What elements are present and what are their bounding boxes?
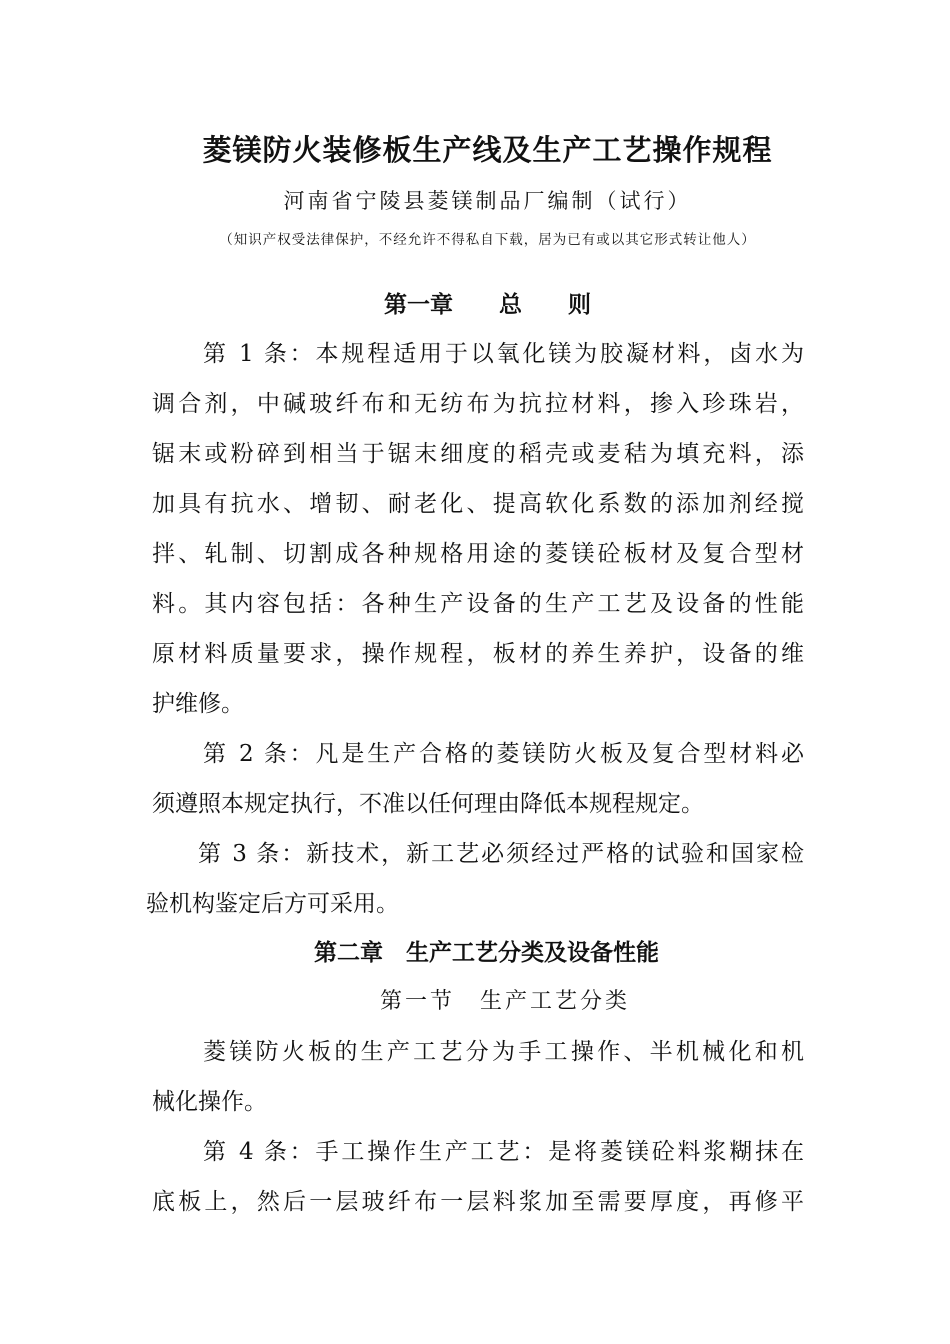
article-1-line: 原材料质量要求，操作规程，板材的养生养护，设备的维 xyxy=(152,641,804,667)
article-1-line: 第 1 条：本规程适用于以氧化镁为胶凝材料，卤水为 xyxy=(203,341,804,367)
chapter-1-heading: 第一章 总 则 xyxy=(384,292,591,318)
section-1-heading: 第一节 生产工艺分类 xyxy=(380,989,631,1014)
article-1-line: 护维修。 xyxy=(152,691,244,717)
article-1-line: 锯末或粉碎到相当于锯末细度的稻壳或麦秸为填充料，添 xyxy=(152,441,804,467)
article-3-line: 第 3 条：新技术，新工艺必须经过严格的试验和国家检 xyxy=(198,841,804,867)
article-1-line: 拌、轧制、切割成各种规格用途的菱镁砼板材及复合型材 xyxy=(152,541,804,567)
article-4-line: 第 4 条：手工操作生产工艺：是将菱镁砼料浆糊抹在 xyxy=(203,1139,804,1165)
article-3-line: 验机构鉴定后方可采用。 xyxy=(146,891,399,917)
article-4-line: 底板上，然后一层玻纤布一层料浆加至需要厚度，再修平 xyxy=(152,1189,804,1215)
article-2-line: 须遵照本规定执行，不准以任何理由降低本规程规定。 xyxy=(152,791,704,817)
copyright-notice: （知识产权受法律保护，不经允许不得私自下载，居为已有或以其它形式转让他人） xyxy=(219,232,756,248)
article-1-line: 加具有抗水、增韧、耐老化、提高软化系数的添加剂经搅 xyxy=(152,491,804,517)
document-subtitle: 河南省宁陵县菱镁制品厂编制（试行） xyxy=(283,189,692,213)
article-2-line: 第 2 条：凡是生产合格的菱镁防火板及复合型材料必 xyxy=(203,741,804,767)
chapter-2-intro-line: 械化操作。 xyxy=(152,1089,267,1115)
article-1-line: 调合剂，中碱玻纤布和无纺布为抗拉材料，掺入珍珠岩， xyxy=(152,391,804,417)
chapter-2-intro-line: 菱镁防火板的生产工艺分为手工操作、半机械化和机 xyxy=(203,1039,804,1065)
chapter-2-heading: 第二章 生产工艺分类及设备性能 xyxy=(314,940,659,966)
article-1-line: 料。其内容包括：各种生产设备的生产工艺及设备的性能 xyxy=(152,591,804,617)
document-title: 菱镁防火装修板生产线及生产工艺操作规程 xyxy=(202,133,773,167)
